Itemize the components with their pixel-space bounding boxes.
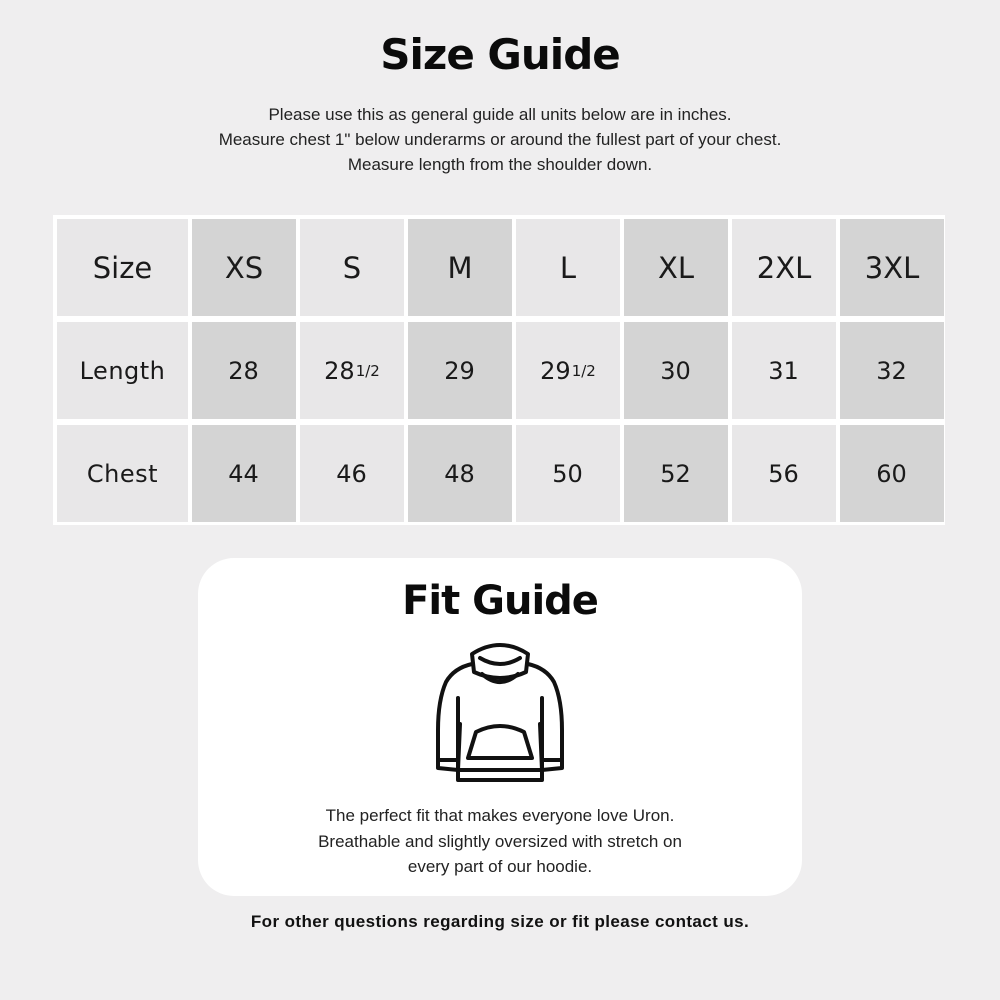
size-header-l: L	[516, 219, 620, 316]
page-title: Size Guide	[380, 30, 620, 79]
length-value-xl: 30	[624, 322, 728, 419]
chest-value-xs: 44	[192, 425, 296, 522]
size-header-xl: XL	[624, 219, 728, 316]
intro-line: Measure chest 1" below underarms or around the fullest part of your chest.	[218, 130, 782, 149]
intro-text	[0, 102, 1000, 177]
size-header-label: Size	[57, 219, 188, 316]
length-value-3xl: 32	[840, 322, 944, 419]
size-table	[53, 215, 945, 525]
size-header-3xl: 3XL	[840, 219, 944, 316]
chest-value-2xl: 56	[732, 425, 836, 522]
hoodie-icon	[434, 640, 566, 785]
chest-value-xl: 52	[624, 425, 728, 522]
size-header-m: M	[408, 219, 512, 316]
fit-guide-title: Fit Guide	[402, 578, 598, 624]
length-value-xs: 28	[192, 322, 296, 419]
row-label-chest: Chest	[57, 425, 188, 522]
size-header-2xl: 2XL	[732, 219, 836, 316]
fit-text-line: Breathable and slightly oversized with stretch on	[318, 831, 682, 851]
length-value-2xl: 31	[732, 322, 836, 419]
size-header-s: S	[300, 219, 404, 316]
chest-value-l: 50	[516, 425, 620, 522]
size-header-xs: XS	[192, 219, 296, 316]
fit-text-line: every part of our hoodie.	[407, 857, 593, 876]
row-label-length: Length	[57, 322, 188, 419]
chest-value-m: 48	[408, 425, 512, 522]
intro-line: Please use this as general guide all units below are in inches.	[268, 105, 732, 124]
chest-value-s: 46	[300, 425, 404, 522]
fit-text-line: The perfect fit that makes everyone love Uron.	[325, 806, 675, 825]
intro-line: Measure length from the shoulder down.	[347, 155, 653, 174]
length-value-l: 29 1/2	[516, 322, 620, 419]
length-value-m: 29	[408, 322, 512, 419]
fit-guide-text	[198, 803, 802, 880]
size-table-grid	[57, 219, 941, 522]
contact-note: For other questions regarding size or fit please contact us.	[250, 912, 750, 931]
length-value-s: 28 1/2	[300, 322, 404, 419]
chest-value-3xl: 60	[840, 425, 944, 522]
